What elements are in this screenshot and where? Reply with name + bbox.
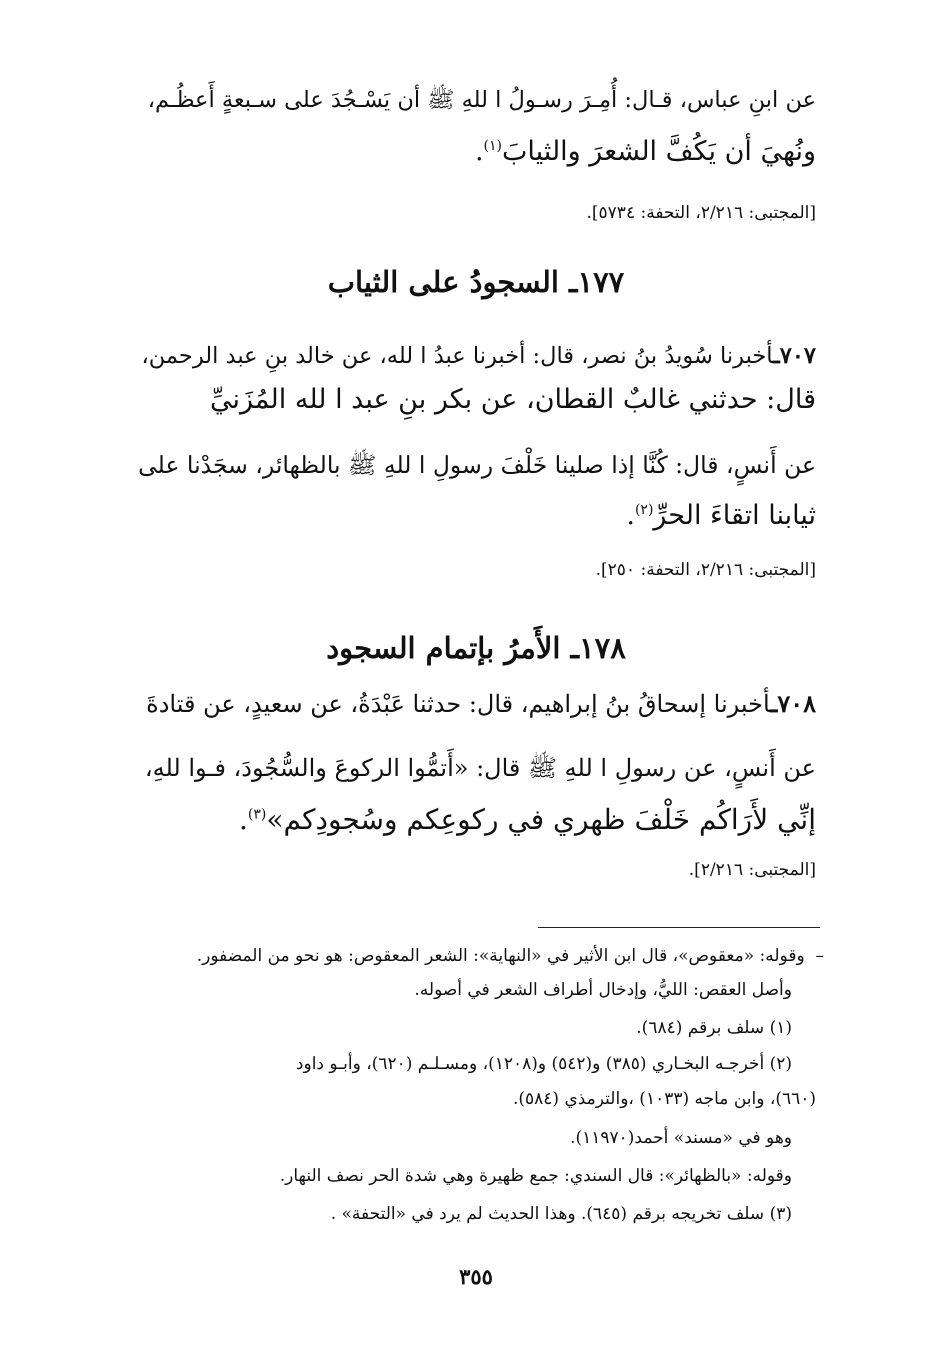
- hadith-708-number: ٧٠٨ـ: [770, 689, 816, 718]
- hadith-706-line-2-text: ونُهيَ أن يَكُفَّ الشعرَ والثيابَ: [502, 136, 816, 167]
- footnote-line-1-text: وقوله: «معقوص»، قال ابن الأثير في «النهاية»: الشعر المعقوص: هو نحو من المضفور.: [196, 946, 805, 966]
- hadith-707-line-1-text: أخبرنا سُويدُ بنُ نصر، قال: أخبرنا عبدُ ا لله، عن خالد بنِ عبد الرحمن،: [141, 343, 774, 369]
- hadith-706-source: [المجتبى: ٢/٢١٦، التحفة: ٥٧٣٤].: [586, 203, 816, 223]
- chapter-178-title: ١٧٨ـ الأَمرُ بإتمام السجود: [326, 631, 626, 665]
- hadith-708-line-2: عن أَنسٍ، عن رسولِ ا للهِ ﷺ قال: «أَتمُّوا الركوعَ والسُّجُودَ، فـوا للهِ،: [144, 754, 816, 782]
- hadith-708-line-3: [136, 800, 816, 840]
- footnote-line-8: (٣) سلف تخريجه برقم (٦٤٥). وهذا الحديث لم يرد في «التحفة» .: [330, 1204, 792, 1224]
- footnote-line-4: (٢) أخرجـه البخـاري (٣٨٥) و(٥٤٢) و(١٢٠٨)، ومسـلـم (٦٢٠)، وأبـو داود: [295, 1054, 792, 1074]
- footnote-line-5: (٦٦٠)، وابن ماجه (١٠٣٣) ،والترمذي (٥٨٤).: [512, 1089, 816, 1109]
- footnote-line-7: وقوله: «بالظهائر»: قال السندي: جمع ظهيرة وهي شدة الحر نصف النهار.: [279, 1166, 792, 1186]
- chapter-177-title: ١٧٧ـ السجودُ على الثياب: [327, 265, 625, 299]
- hadith-706-line-2: [136, 132, 816, 172]
- hadith-708-line-1: [136, 684, 816, 724]
- hadith-708-line-1-text: أخبرنا إسحاقُ بنُ إبراهيم، قال: حدثنا عَبْدَةُ، عن سعيدٍ، عن قتادةَ: [146, 690, 771, 718]
- footnote-marker-1: (١): [483, 138, 503, 154]
- hadith-707-line-3: عن أَنسٍ، قال: كُنَّا إذا صلينا خَلْفَ رسولِ ا للهِ ﷺ بالظهائر، سجَدْنا على: [138, 451, 816, 479]
- footnote-line-3: (١) سلف برقم (٦٨٤).: [636, 1018, 792, 1038]
- footnote-line-1: [134, 942, 824, 970]
- hadith-706-line-1: عن ابنِ عباس، قـال: أُمِـرَ رسـولُ ا للهِ ﷺ أن يَسْـجُدَ على سـبعةٍ أَعظُـم،: [147, 87, 816, 113]
- hadith-707-line-4-end: .: [626, 500, 635, 531]
- hadith-707-source: [المجتبى: ٢/٢١٦، التحفة: ٢٥٠].: [595, 560, 816, 580]
- hadith-708-source: [المجتبى: ٢/٢١٦].: [688, 860, 816, 880]
- hadith-706-line-2-end: .: [474, 136, 484, 167]
- page-number: ٣٥٥: [459, 1264, 493, 1289]
- footnote-separator: [538, 927, 820, 928]
- hadith-707-line-4: [136, 496, 816, 536]
- hadith-707-line-2: قال: حدثني غالبٌ القطان، عن بكر بنِ عبد ا لله المُزَنيِّ: [210, 384, 816, 415]
- hadith-707-line-1: [136, 336, 816, 376]
- hadith-708-line-3-text: إنِّي لأَرَاكُم خَلْفَ ظهري في ركوعِكم وسُجودِكم»: [266, 803, 816, 836]
- footnote-marker-2: (٢): [634, 502, 654, 518]
- hadith-708-line-3-end: .: [239, 803, 248, 836]
- hadith-707-line-4-text: ثيابنا اتقاءَ الحرِّ: [653, 500, 816, 531]
- footnote-marker-3: (٣): [247, 806, 267, 823]
- footnote-dash: –: [815, 946, 824, 966]
- footnote-line-6: وهو في «مسند» أحمد(١١٩٧٠).: [570, 1128, 792, 1148]
- hadith-707-number: ٧٠٧ـ: [773, 343, 816, 369]
- footnote-line-2: وأصل العقص: الليُّ، وإدخال أطراف الشعر في أصوله.: [414, 980, 792, 1000]
